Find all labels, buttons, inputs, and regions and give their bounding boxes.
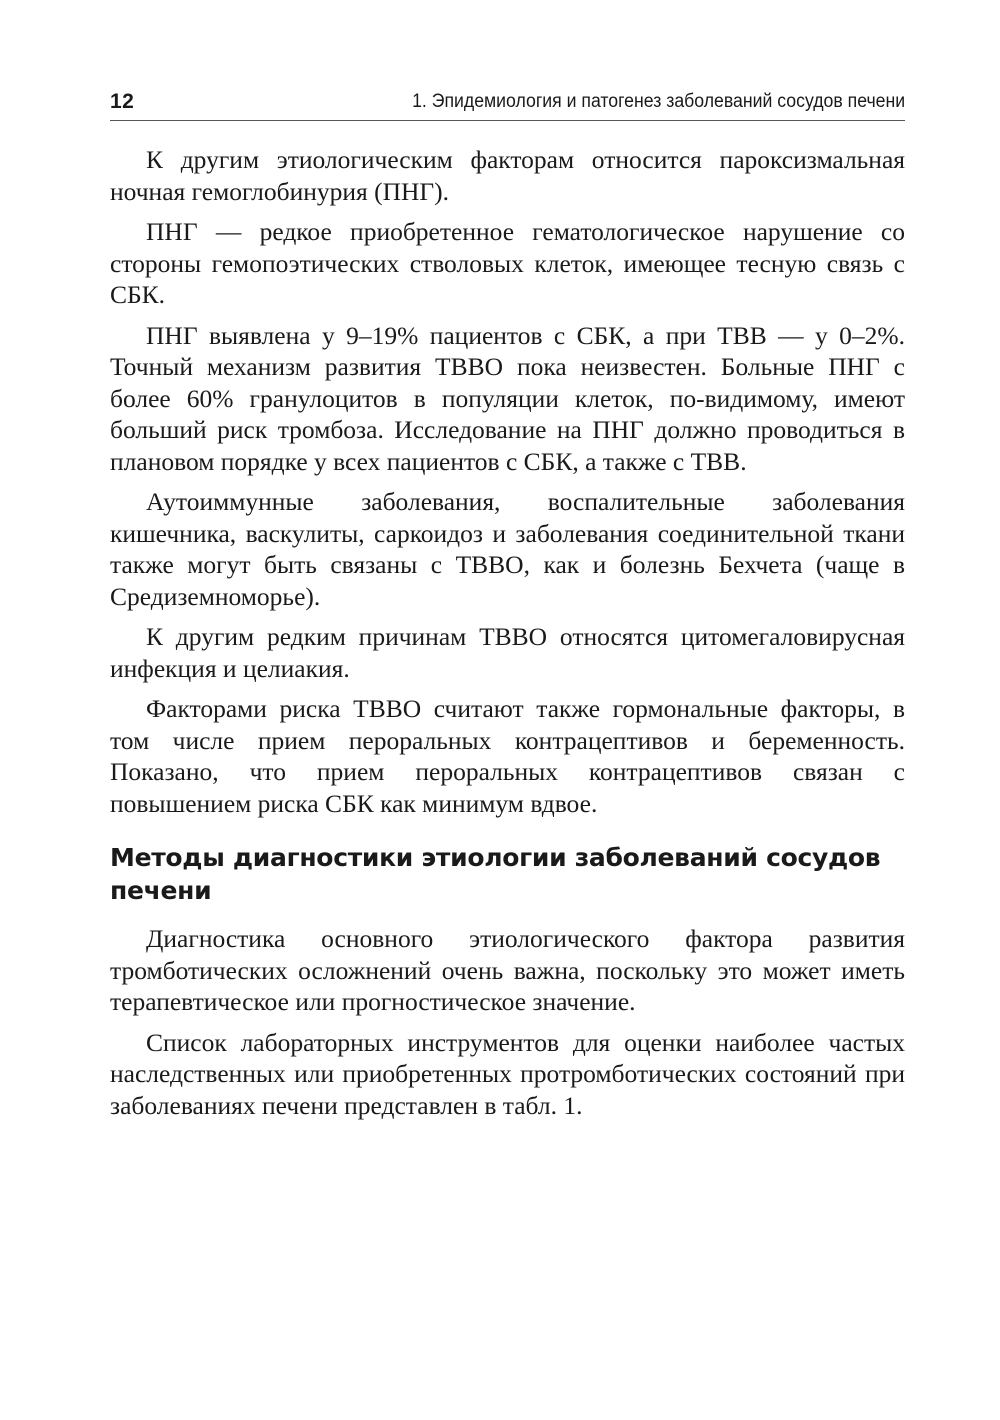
paragraph: Факторами риска ТВВО считают также гормональные факторы, в том числе прием пероральных контрацептивов и беременность. Показано, что прием пероральных контрацептивов связан с повышением риска СБК как минимум вдвое. — [110, 694, 905, 818]
body-text — [110, 144, 905, 1130]
page-header — [110, 88, 905, 121]
section-heading: Методы диагностики этиологии заболеваний сосудов печени — [110, 843, 881, 905]
paragraph: Список лабораторных инструментов для оценки наиболее частых наследственных или приобретенных протромботических состояний при заболеваниях печени представлен в табл. 1. — [110, 1027, 905, 1120]
running-head: 1. Эпидемиология и патогенез заболеваний сосудов печени — [411, 91, 905, 112]
paragraph: Диагностика основного этиологического фактора развития тромботических осложнений очень важна, поскольку это может иметь терапевтическое или прогностическое значение. — [110, 924, 905, 1016]
paragraph: К другим этиологическим факторам относится пароксизмальная ночная гемоглобинурия (ПНГ). — [110, 145, 905, 206]
paragraph: Аутоиммунные заболевания, воспалительные заболевания кишечника, васкулиты, саркоидоз и заболевания соединительной ткани также могут быть связаны с ТВВО, как и болезнь Бехчета (чаще в Средиземноморье). — [110, 487, 905, 611]
paragraph: ПНГ выявлена у 9–19% пациентов с СБК, а при ТВВ — у 0–2%. Точный механизм развития ТВВО пока неизвестен. Больные ПНГ с более 60% гранулоцитов в популяции клеток, по-видимому, имеют больший риск тромбоза. Исследование на ПНГ должно проводиться в плановом порядке у всех пациентов с СБК, а также с ТВВ. — [110, 320, 905, 476]
page-number: 12 — [110, 90, 135, 113]
paragraph: ПНГ — редкое приобретенное гематологическое нарушение со стороны гемопоэтических стволовых клеток, имеющее тесную связь с СБК. — [110, 217, 905, 309]
paragraph: К другим редким причинам ТВВО относятся цитомегаловирусная инфекция и целиакия. — [110, 622, 905, 683]
